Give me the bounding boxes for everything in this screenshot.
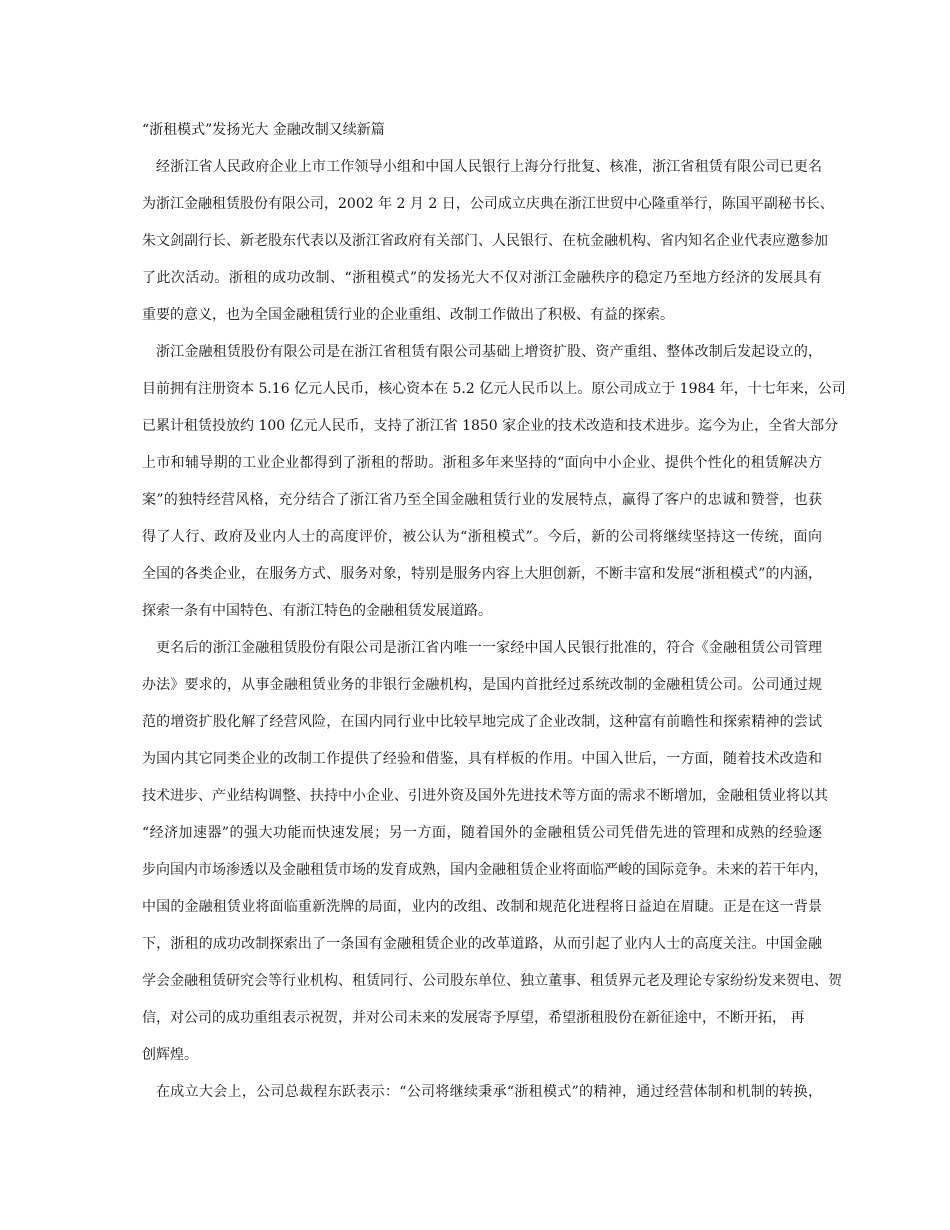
paragraph-3-line-6: “经济加速器”的强大功能而快速发展；另一方面，随着国外的金融租赁公司凭借先进的管理和成熟的经验逐 xyxy=(142,825,822,841)
paragraph-4-line-1: 在成立大会上，公司总裁程东跃表示：“公司将继续秉承“浙租模式”的精神，通过经营体制和机制的转换， xyxy=(156,1084,822,1100)
paragraph-1-line-4: 了此次活动。浙租的成功改制、“浙租模式”的发扬光大不仅对浙江金融秩序的稳定乃至地方经济的发展具有 xyxy=(142,270,822,286)
paragraph-3-line-5: 技术进步、产业结构调整、扶持中小企业、引进外资及国外先进技术等方面的需求不断增加，金融租赁业将以其 xyxy=(142,788,828,804)
paragraph-1-line-3: 朱文剑副行长、新老股东代表以及浙江省政府有关部门、人民银行、在杭金融机构、省内知名企业代表应邀参加 xyxy=(142,233,828,249)
paragraph-3-line-11: 信，对公司的成功重组表示祝贺，并对公司未来的发展寄予厚望，希望浙租股份在新征途中，不断开拓， 再 xyxy=(142,1010,805,1026)
paragraph-2-line-2: 目前拥有注册资本 5.16 亿元人民币，核心资本在 5.2 亿元人民币以上。原公司成立于 1984 年，十七年来，公司 xyxy=(142,381,846,397)
paragraph-2-line-8: 探索一条有中国特色、有浙江特色的金融租赁发展道路。 xyxy=(142,603,492,619)
paragraph-2-line-5: 案”的独特经营风格，充分结合了浙江省乃至全国金融租赁行业的发展特点，赢得了客户的忠诚和赞誉，也获 xyxy=(142,492,822,508)
paragraph-3-line-10: 学会金融租赁研究会等行业机构、租赁同行、公司股东单位、独立董事、租赁界元老及理论专家纷纷发来贺电、贺 xyxy=(142,973,842,989)
paragraph-3-line-7: 步向国内市场渗透以及金融租赁市场的发育成熟，国内金融租赁企业将面临严峻的国际竞争。未来的若干年内， xyxy=(142,862,828,878)
paragraph-3-line-9: 下，浙租的成功改制探索出了一条国有金融租赁企业的改革道路，从而引起了业内人士的高度关注。中国金融 xyxy=(142,936,822,952)
paragraph-2-line-3: 已累计租赁投放约 100 亿元人民币，支持了浙江省 1850 家企业的技术改造和技术进步。迄今为止，全省大部分 xyxy=(142,418,839,434)
paragraph-2-line-1: 浙江金融租赁股份有限公司是在浙江省租赁有限公司基础上增资扩股、资产重组、整体改制后发起设立的， xyxy=(156,344,822,360)
paragraph-1-line-5: 重要的意义，也为全国金融租赁行业的企业重组、改制工作做出了积极、有益的探索。 xyxy=(142,307,674,323)
paragraph-3-line-3: 范的增资扩股化解了经营风险，在国内同行业中比较早地完成了企业改制，这种富有前瞻性和探索精神的尝试 xyxy=(142,714,822,730)
paragraph-3-line-1: 更名后的浙江金融租赁股份有限公司是浙江省内唯一一家经中国人民银行批准的，符合《金融租赁公司管理 xyxy=(156,640,822,656)
paragraph-2-line-6: 得了人行、政府及业内人士的高度评价，被公认为“浙租模式”。今后，新的公司将继续坚持这一传统，面向 xyxy=(142,529,822,545)
paragraph-3-line-4: 为国内其它同类企业的改制工作提供了经验和借鉴，具有样板的作用。中国入世后，一方面，随着技术改造和 xyxy=(142,751,822,767)
paragraph-2-line-4: 上市和辅导期的工业企业都得到了浙租的帮助。浙租多年来坚持的“面向中小企业、提供个性化的租赁解决方 xyxy=(142,455,822,471)
paragraph-3-line-12: 创辉煌。 xyxy=(142,1047,198,1063)
paragraph-2-line-7: 全国的各类企业，在服务方式、服务对象，特别是服务内容上大胆创新，不断丰富和发展“浙租模式”的内涵， xyxy=(142,566,822,582)
paragraph-3-line-2: 办法》要求的，从事金融租赁业务的非银行金融机构，是国内首批经过系统改制的金融租赁公司。公司通过规 xyxy=(142,677,822,693)
article-title: “浙租模式”发扬光大 金融改制又续新篇 xyxy=(142,122,385,138)
paragraph-3-line-8: 中国的金融租赁业将面临重新洗牌的局面，业内的改组、改制和规范化进程将日益迫在眉睫。正是在这一背景 xyxy=(142,899,822,915)
paragraph-1-line-2: 为浙江金融租赁股份有限公司，2002 年 2 月 2 日，公司成立庆典在浙江世贸中心隆重举行，陈国平副秘书长、 xyxy=(142,196,834,212)
paragraph-1-line-1: 经浙江省人民政府企业上市工作领导小组和中国人民银行上海分行批复、核准，浙江省租赁有限公司已更名 xyxy=(156,159,822,175)
